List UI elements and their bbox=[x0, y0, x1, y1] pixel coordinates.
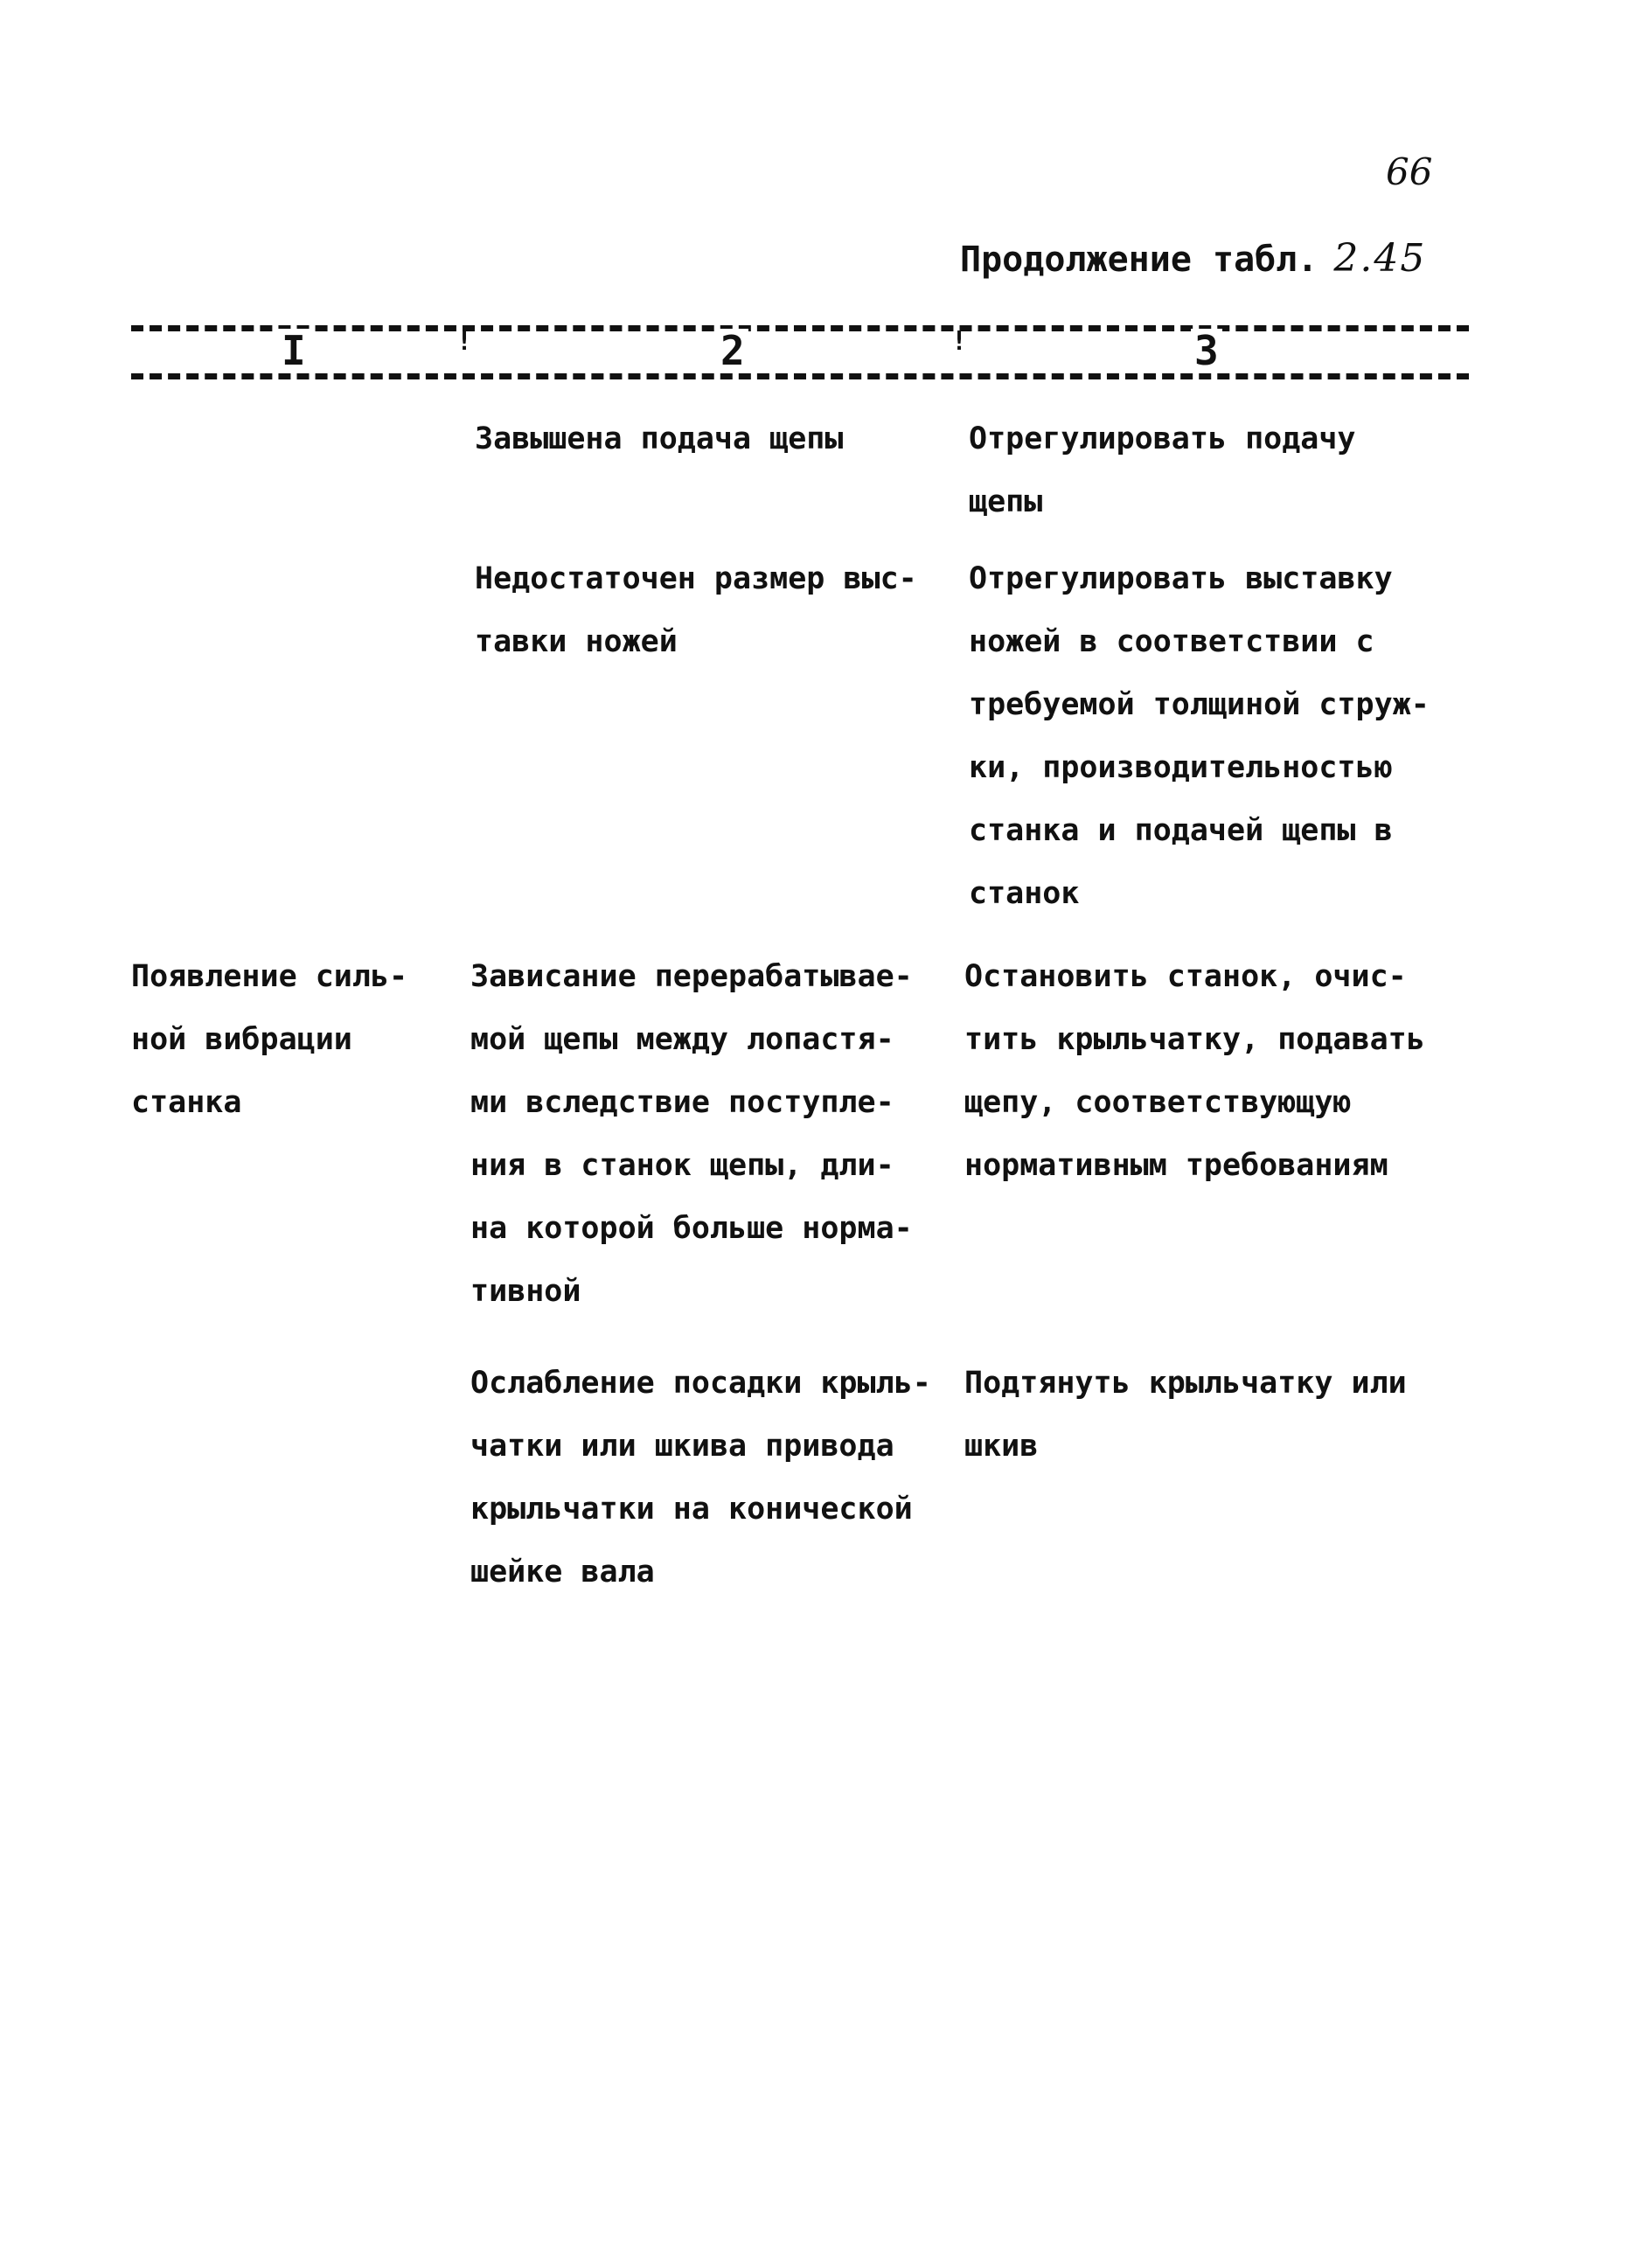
page-number: 66 bbox=[1386, 150, 1433, 193]
cell-line: Отрегулировать подачу bbox=[969, 421, 1356, 456]
cell-line: станка и подачей щепы в bbox=[969, 813, 1393, 848]
cell-line: требуемой толщиной струж- bbox=[969, 687, 1430, 722]
table-cell-col3 bbox=[964, 945, 1425, 1197]
cell-line: чатки или шкива привода bbox=[470, 1429, 894, 1464]
cell-line: Завышена подача щепы bbox=[475, 421, 844, 456]
column-separator: ! bbox=[951, 326, 968, 357]
cell-line: ки, производительностью bbox=[969, 750, 1393, 785]
table-cell-col2 bbox=[475, 547, 917, 673]
cell-line: тить крыльчатку, подавать bbox=[964, 1022, 1425, 1057]
column-header-1: I bbox=[278, 329, 310, 372]
cell-line: Зависание перерабатывае- bbox=[470, 959, 913, 994]
table-cell-col2 bbox=[475, 407, 843, 470]
cell-line: Подтянуть крыльчатку или bbox=[964, 1366, 1407, 1401]
table-cell-col3 bbox=[969, 547, 1430, 925]
cell-line: ножей в соответствии с bbox=[969, 624, 1374, 659]
cell-line: станок bbox=[969, 876, 1080, 911]
header-rule-top bbox=[131, 325, 1469, 331]
cell-line: Появление силь- bbox=[131, 959, 408, 994]
cell-line: ной вибрации bbox=[131, 1022, 352, 1057]
cell-line: нормативным требованиям bbox=[964, 1148, 1388, 1183]
column-separator: ! bbox=[456, 326, 473, 357]
cell-line: шейке вала bbox=[470, 1555, 655, 1590]
cell-line: шкив bbox=[964, 1429, 1039, 1464]
caption-table-number: 2.45 bbox=[1333, 236, 1427, 281]
header-rule-bottom bbox=[131, 373, 1469, 379]
cell-line: ния в станок щепы, дли- bbox=[470, 1148, 894, 1183]
cell-line: Остановить станок, очис- bbox=[964, 959, 1407, 994]
cell-line: Отрегулировать выставку bbox=[969, 561, 1393, 596]
cell-line: тавки ножей bbox=[475, 624, 678, 659]
caption-text: Продолжение табл. bbox=[960, 240, 1318, 280]
cell-line: крыльчатки на конической bbox=[470, 1492, 913, 1527]
cell-line: щепу, соответствующую bbox=[964, 1085, 1352, 1120]
table-cell-col2 bbox=[470, 945, 913, 1323]
cell-line: Ослабление посадки крыль- bbox=[470, 1366, 931, 1401]
table-cell-col2 bbox=[470, 1352, 931, 1604]
table-cell-col3 bbox=[964, 1352, 1407, 1478]
cell-line: тивной bbox=[470, 1274, 581, 1309]
table-caption bbox=[960, 236, 1426, 281]
cell-line: Недостаточен размер выс- bbox=[475, 561, 917, 596]
column-header-2: 2 bbox=[717, 329, 748, 372]
table-cell-col3 bbox=[969, 407, 1356, 533]
table-cell-col1 bbox=[131, 945, 407, 1134]
cell-line: станка bbox=[131, 1085, 242, 1120]
cell-line: на которой больше норма- bbox=[470, 1211, 913, 1246]
cell-line: щепы bbox=[969, 484, 1043, 519]
cell-line: ми вследствие поступле- bbox=[470, 1085, 894, 1120]
cell-line: мой щепы между лопастя- bbox=[470, 1022, 894, 1057]
column-header-3: 3 bbox=[1191, 329, 1222, 372]
